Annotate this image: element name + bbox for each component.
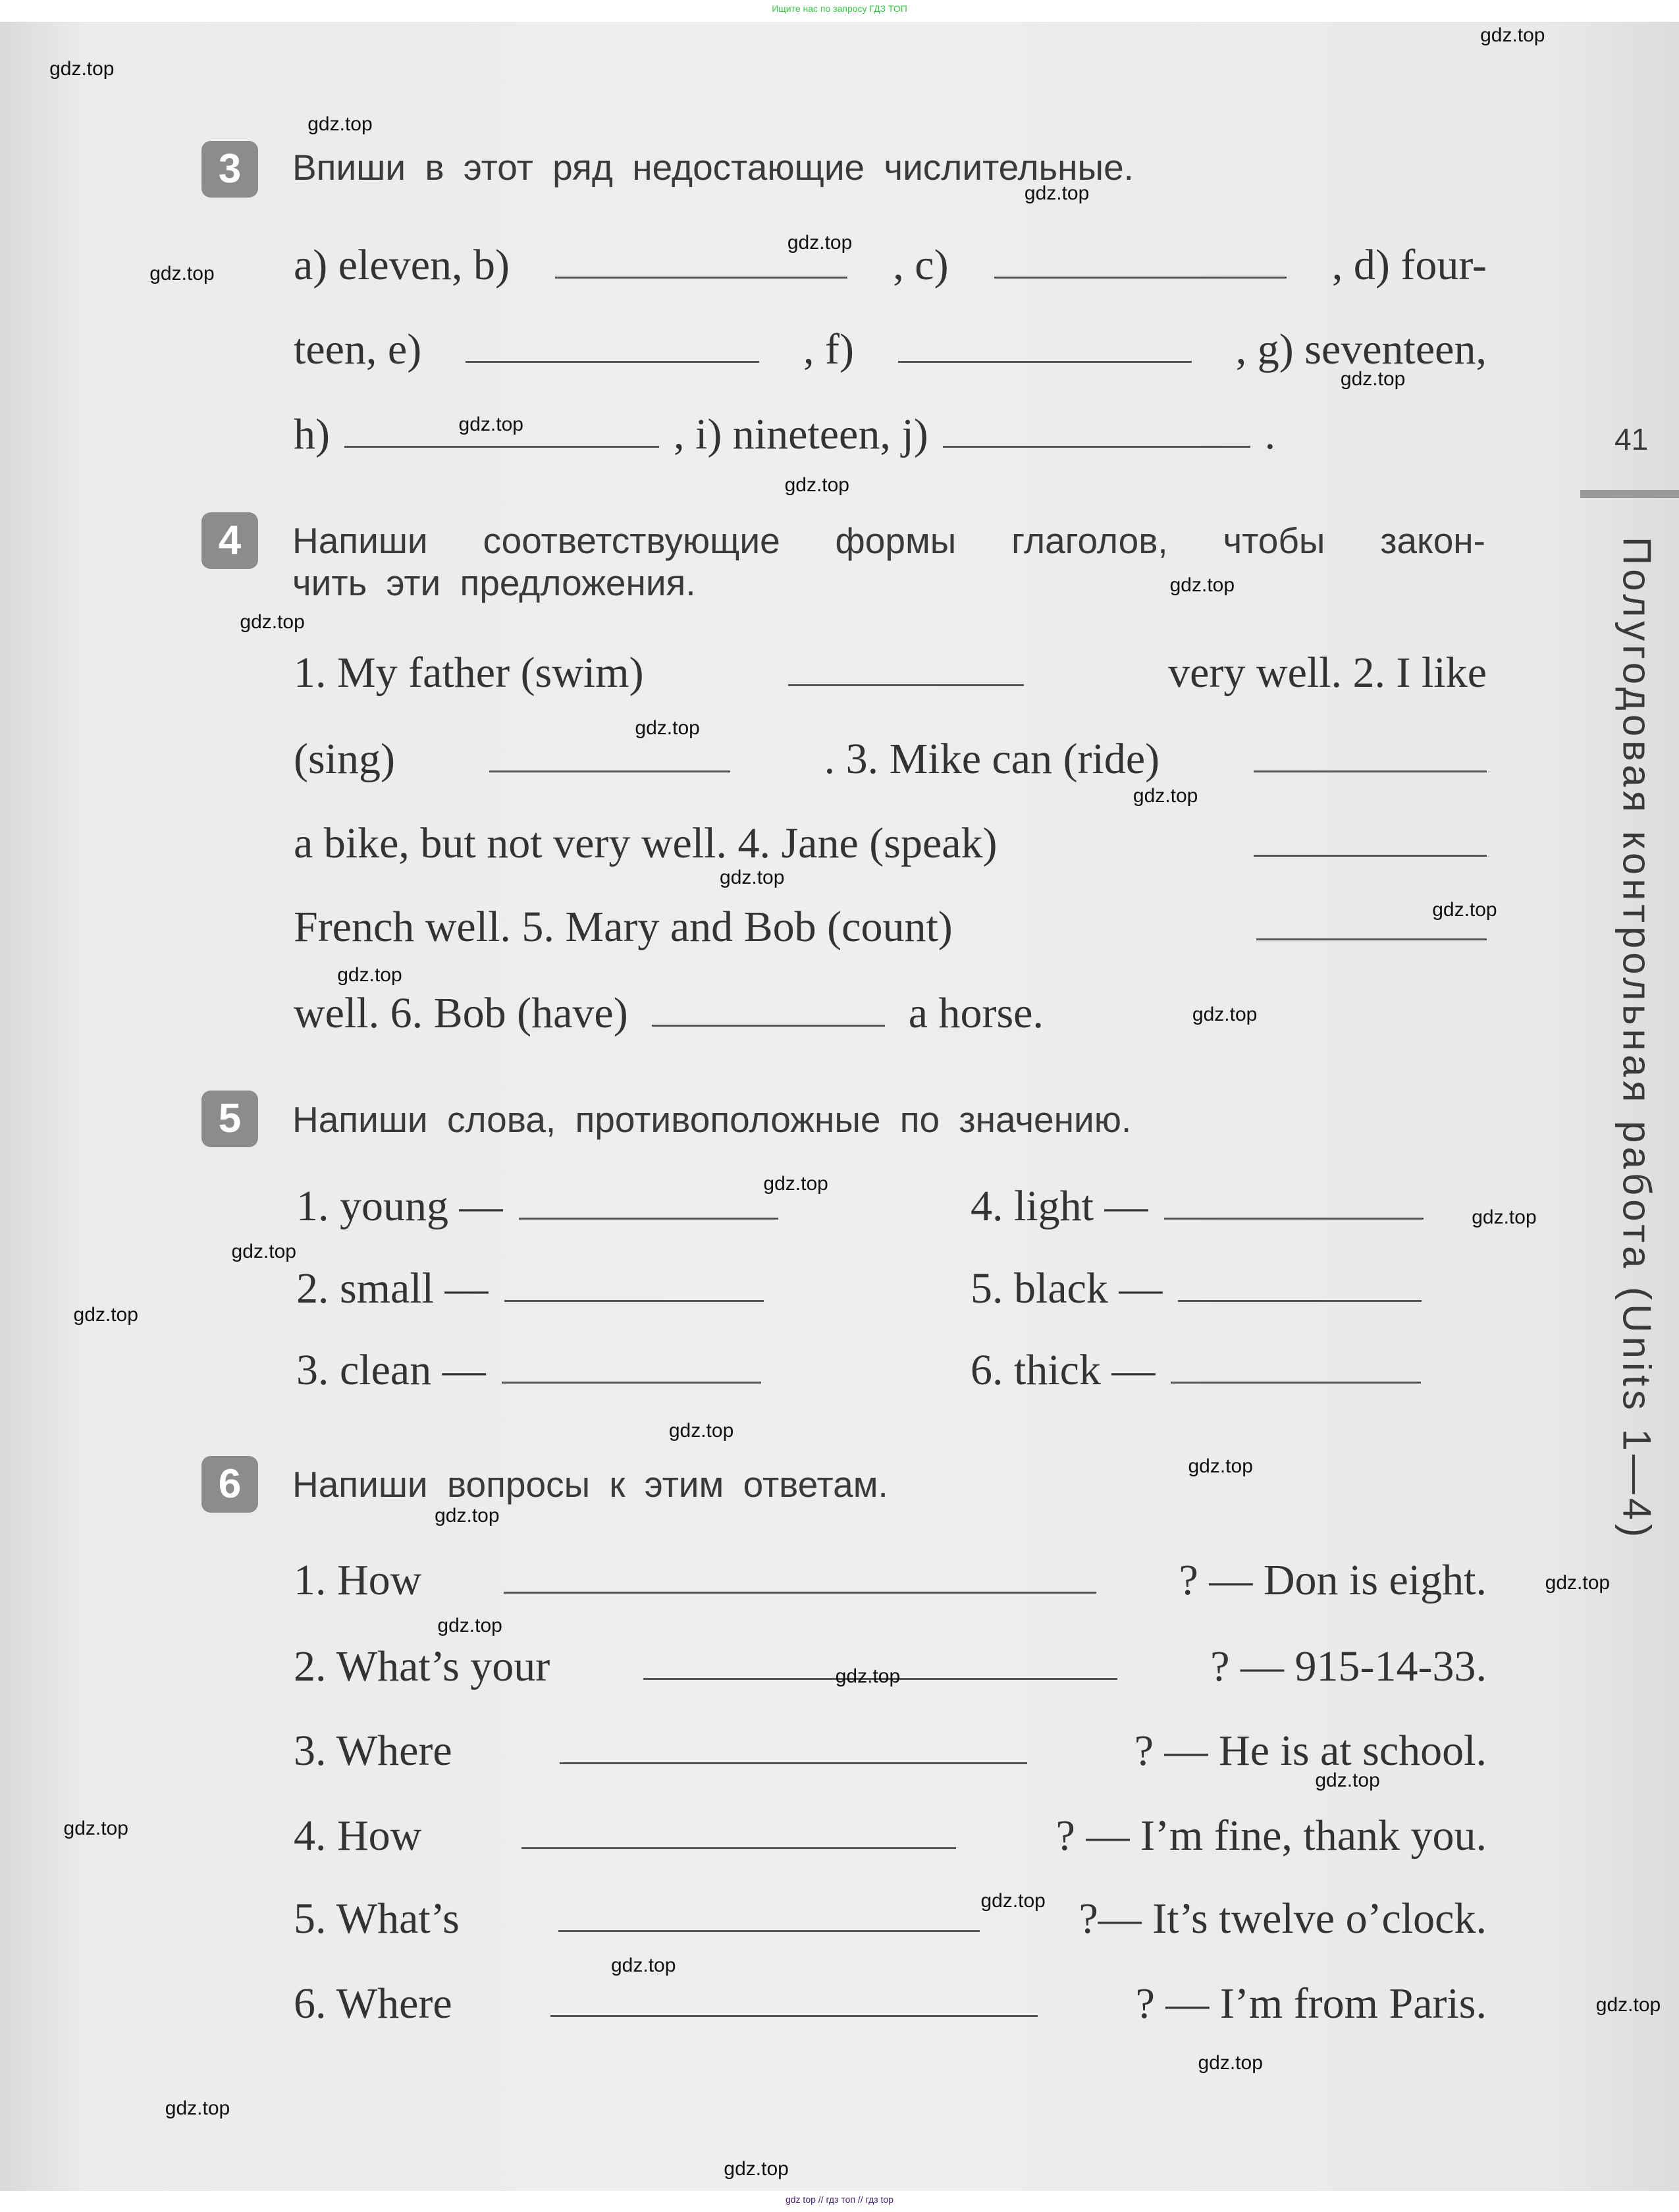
answer-blank[interactable] — [1178, 1300, 1422, 1302]
text: h) — [294, 410, 330, 458]
text: . — [1264, 410, 1276, 458]
watermark: gdz.top — [668, 1420, 734, 1442]
answer-blank[interactable] — [550, 2015, 1038, 2017]
answer-blank[interactable] — [652, 1025, 885, 1027]
watermark: gdz.top — [1340, 368, 1406, 391]
task-3-row-1 — [294, 239, 1487, 292]
side-title: Полугодовая контрольная работа (Units 1—4) — [1614, 537, 1659, 1542]
task-3-heading: Впиши в этот ряд недостающие числительные. — [292, 147, 1134, 188]
task-5-item-1 — [296, 1180, 778, 1233]
answer-blank-b[interactable] — [555, 277, 847, 279]
answer-blank[interactable] — [521, 1847, 956, 1849]
text: 6. thick — — [971, 1346, 1156, 1394]
watermark: gdz.top — [1188, 1455, 1253, 1477]
answer-blank[interactable] — [504, 1300, 764, 1302]
task-4-row-3 — [294, 817, 1487, 870]
watermark: gdz.top — [437, 1614, 502, 1636]
answer-blank-c[interactable] — [994, 277, 1287, 279]
text: 5. What’s — [294, 1895, 460, 1943]
watermark: gdz.top — [835, 1665, 901, 1687]
text: 5. black — — [971, 1264, 1163, 1312]
page-number: 41 — [1614, 422, 1649, 456]
watermark: gdz.top — [787, 231, 853, 254]
text: 1. How — [294, 1556, 422, 1604]
top-banner — [0, 0, 1679, 22]
sidebar-divider — [1580, 490, 1679, 498]
task-5-item-5 — [971, 1262, 1422, 1315]
task-4-heading-line-2: чить эти предложения. — [292, 562, 696, 603]
task-3-row-2 — [294, 323, 1487, 376]
text: 3. clean — — [296, 1346, 486, 1394]
text: French well. 5. Mary and Bob (count) — [294, 903, 953, 951]
watermark: gdz.top — [1432, 899, 1497, 921]
task-4-heading-line-1: Напиши соответствующие формы глаголов, чтобы закон- — [292, 520, 1485, 561]
task-4-row-4 — [294, 901, 1487, 954]
text: , f) — [803, 325, 854, 373]
watermark: gdz.top — [635, 716, 700, 739]
watermark: gdz.top — [165, 2097, 230, 2119]
watermark: gdz.top — [337, 963, 402, 986]
text: a bike, but not very well. 4. Jane (speak) — [294, 819, 998, 867]
task-4-row-1 — [294, 647, 1487, 699]
watermark: gdz.top — [1169, 574, 1235, 597]
watermark: gdz.top — [458, 414, 523, 436]
text: 2. What’s your — [294, 1642, 550, 1690]
watermark: gdz.top — [1315, 1769, 1380, 1792]
watermark: gdz.top — [980, 1889, 1046, 1912]
task-5-item-3 — [296, 1344, 761, 1397]
text: ? — He is at school. — [1134, 1727, 1487, 1775]
answer-blank[interactable] — [788, 684, 1024, 686]
text: , g) seventeen, — [1235, 325, 1487, 373]
text: 4. How — [294, 1812, 422, 1860]
task-4-row-5 — [294, 987, 1487, 1040]
watermark: gdz.top — [1595, 1994, 1661, 2016]
bottom-banner — [0, 2191, 1679, 2212]
watermark: gdz.top — [720, 866, 785, 888]
watermark: gdz.top — [1198, 2052, 1263, 2074]
answer-blank-e[interactable] — [466, 361, 759, 363]
task-3-row-3 — [294, 408, 1354, 461]
watermark: gdz.top — [63, 1818, 128, 1840]
text: ? — I’m from Paris. — [1135, 1980, 1487, 2028]
watermark: gdz.top — [149, 262, 215, 284]
task-6-heading: Напиши вопросы к этим ответам. — [292, 1464, 888, 1505]
text: teen, e) — [294, 325, 422, 373]
answer-blank[interactable] — [558, 1930, 980, 1932]
text: a) eleven, b) — [294, 241, 510, 289]
task-6-item-3 — [294, 1725, 1487, 1777]
watermark: gdz.top — [1480, 24, 1545, 46]
watermark: gdz.top — [763, 1172, 828, 1195]
answer-blank[interactable] — [560, 1762, 1027, 1764]
watermark: gdz.top — [610, 1955, 676, 1977]
task-3-number: 3 — [201, 141, 258, 198]
top-banner-text: Ищите нас по запросу ГДЗ ТОП — [772, 3, 907, 14]
text: . 3. Mike can (ride) — [824, 735, 1160, 783]
watermark: gdz.top — [784, 474, 850, 497]
text: ? — 915-14-33. — [1210, 1642, 1487, 1690]
answer-blank[interactable] — [502, 1382, 761, 1384]
task-5-heading: Напиши слова, противоположные по значению. — [292, 1099, 1132, 1140]
task-5-item-2 — [296, 1262, 764, 1315]
text: ? — Don is eight. — [1179, 1556, 1487, 1604]
text: well. 6. Bob (have) — [294, 989, 628, 1037]
text: 6. Where — [294, 1980, 452, 2028]
task-6-item-1 — [294, 1554, 1487, 1607]
bottom-banner-text: gdz top // гдз топ // гдз top — [785, 2194, 894, 2205]
answer-blank-j[interactable] — [943, 446, 1250, 448]
watermark: gdz.top — [435, 1504, 500, 1526]
text: very well. 2. I like — [1168, 649, 1487, 697]
task-5-item-4 — [971, 1180, 1424, 1233]
watermark: gdz.top — [307, 113, 373, 135]
task-6-item-4 — [294, 1810, 1487, 1862]
watermark: gdz.top — [231, 1240, 296, 1262]
answer-blank[interactable] — [1256, 938, 1487, 940]
text: (sing) — [294, 735, 395, 783]
answer-blank[interactable] — [489, 770, 730, 772]
watermark: gdz.top — [1024, 182, 1090, 204]
task-6-number: 6 — [201, 1456, 258, 1513]
text: 2. small — — [296, 1264, 489, 1312]
text: 4. light — — [971, 1182, 1148, 1230]
text: 3. Where — [294, 1727, 452, 1775]
text: , d) four- — [1331, 241, 1487, 289]
task-4-row-2 — [294, 733, 1487, 786]
answer-blank-f[interactable] — [898, 361, 1192, 363]
answer-blank-h[interactable] — [344, 446, 659, 448]
answer-blank[interactable] — [1164, 1218, 1424, 1220]
watermark: gdz.top — [1192, 1003, 1258, 1025]
text: , c) — [893, 241, 949, 289]
text: , i) nineteen, j) — [673, 410, 928, 458]
watermark: gdz.top — [49, 58, 115, 80]
task-5-item-6 — [971, 1344, 1421, 1397]
answer-blank[interactable] — [1254, 770, 1487, 772]
watermark: gdz.top — [1472, 1206, 1537, 1229]
task-6-item-6 — [294, 1978, 1487, 2030]
answer-blank[interactable] — [1171, 1382, 1421, 1384]
watermark: gdz.top — [73, 1304, 138, 1326]
text: ? — I’m fine, thank you. — [1055, 1812, 1487, 1860]
text: ?— It’s twelve o’clock. — [1079, 1895, 1487, 1943]
task-6-item-5 — [294, 1893, 1487, 1945]
watermark: gdz.top — [724, 2157, 789, 2180]
answer-blank[interactable] — [1254, 855, 1487, 857]
watermark: gdz.top — [1545, 1572, 1611, 1594]
text: a horse. — [908, 989, 1044, 1037]
answer-blank[interactable] — [504, 1592, 1096, 1594]
text: 1. young — — [296, 1182, 503, 1230]
task-4-number: 4 — [201, 512, 258, 569]
task-5-number: 5 — [201, 1091, 258, 1147]
watermark: gdz.top — [1133, 784, 1198, 807]
watermark: gdz.top — [240, 611, 305, 634]
answer-blank[interactable] — [519, 1218, 778, 1220]
text: 1. My father (swim) — [294, 649, 644, 697]
